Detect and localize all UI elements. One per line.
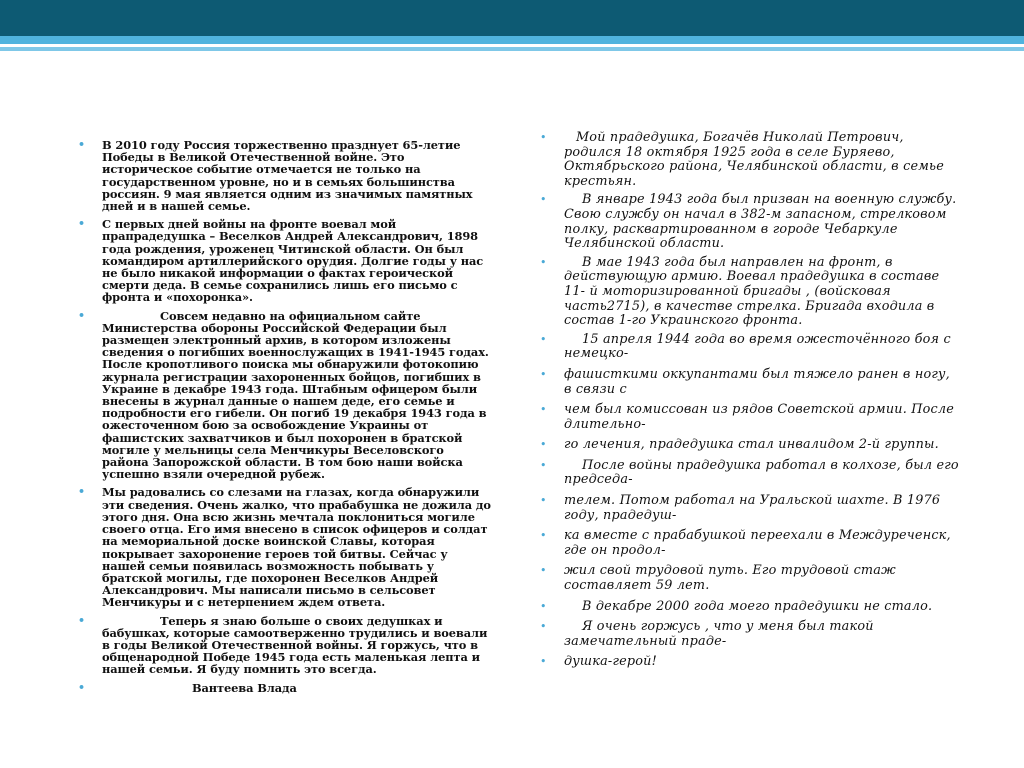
left-paragraph: • Теперь я знаю больше о своих дедушках и бабушках, которые самоотверженно трудились и воевали в годы Великой Отечественной войны. Я горжусь, что в общенародной Победе 1945 года есть маленькая лепта и нашей семьи. Я буду помнить это всегда. [78, 615, 494, 676]
right-paragraph: • го лечения, прадедушка стал инвалидом 2-й группы. [540, 438, 960, 453]
header-band-light [0, 36, 1024, 44]
right-paragraph: • душка-герой! [540, 655, 960, 670]
left-paragraph: • В 2010 году Россия торжественно празднует 65-летие Победы в Великой Отечественной войне. Это историческое событие отмечается не только на государственном уровне, но и в семьях большинства россиян. 9 мая является одним из значимых памятных дней и в нашей семье. [78, 139, 494, 212]
header-band-accent [0, 47, 1024, 51]
left-paragraph: • Совсем недавно на официальном сайте Министерства обороны Российской Федерации был размещен электронный архив, в котором изложены сведения о погибших военнослужащих в 1941-1945 годах. После кропотливого поиска мы обнаружили фотокопию журнала регистрации захороненных бойцов, погибших в Украине в декабре 1943 года. Штабным офицером были внесены в журнал данные о нашем деде, его семье и подробности его гибели. Он погиб 19 декабря 1943 года в ожесточенном бою за освобождение Украины от фашистских захватчиков и был похоронен в братской могиле у мельницы села Менчикуры Веселовского района Запорожской области. В том бою наши войска успешно взяли очередной рубеж. [78, 310, 494, 481]
right-paragraph: • После войны прадедушка работал в колхозе, был его председа- [540, 459, 960, 488]
header-band-dark [0, 0, 1024, 36]
left-paragraph: • Мы радовались со слезами на глазах, когда обнаружили эти сведения. Очень жалко, что прабабушка не дожила до этого дня. Она всю жизнь мечтала поклониться могиле своего отца. Его имя внесено в список офицеров и солдат на мемориальной доске воинской Славы, которая покрывает захоронение героев той битвы. Сейчас у нашей семьи появилась возможность побывать у братской могилы, где похоронен Веселков Андрей Александрович. Мы написали письмо в сельсовет Менчикуры и с нетерпением ждем ответа. [78, 486, 494, 608]
right-paragraph: • В декабре 2000 года моего прадедушки не стало. [540, 600, 960, 615]
right-paragraph: • жил свой трудовой путь. Его трудовой стаж составляет 59 лет. [540, 564, 960, 593]
right-paragraph: • ка вместе с прабабушкой переехали в Междуреченск, где он продол- [540, 529, 960, 558]
right-paragraph: • Мой прадедушка, Богачёв Николай Петрович, родился 18 октября 1925 года в селе Буряево, Октябрьского района, Челябинской области, в семье крестьян. [540, 131, 960, 189]
right-paragraph: • фашисткими оккупантами был тяжело ранен в ногу, в связи с [540, 368, 960, 397]
right-paragraph: • Я очень горжусь , что у меня был такой замечательный праде- [540, 620, 960, 649]
right-text-column [540, 131, 960, 676]
left-paragraph: • С первых дней войны на фронте воевал мой прапрадедушка – Веселков Андрей Александрович, 1898 года рождения, уроженец Читинской области. Он был командиром артиллерийского орудия. Долгие годы у нас не было никакой информации о фактах героической смерти деда. В семье сохранились лишь его письмо с фронта и «похоронка». [78, 218, 494, 303]
right-paragraph: • чем был комиссован из рядов Советской армии. После длительно- [540, 403, 960, 432]
right-paragraph: • В январе 1943 года был призван на военную службу. Свою службу он начал в 382-м запасном, стрелковом полку, расквартированном в городе Чебаркуле Челябинской области. [540, 193, 960, 251]
left-text-column [78, 139, 494, 700]
right-paragraph: • телем. Потом работал на Уральской шахте. В 1976 году, прадедуш- [540, 494, 960, 523]
author-signature: • Вантеева Влада [78, 682, 494, 694]
right-paragraph: • 15 апреля 1944 года во время ожесточённого боя с немецко- [540, 333, 960, 362]
right-paragraph: • В мае 1943 года был направлен на фронт, в действующую армию. Воевал прадедушка в составе 11- й моторизированной бригады , (войсковая часть2715), в качестве стрелка. Бригада входила в состав 1-го Украинского фронта. [540, 256, 960, 329]
